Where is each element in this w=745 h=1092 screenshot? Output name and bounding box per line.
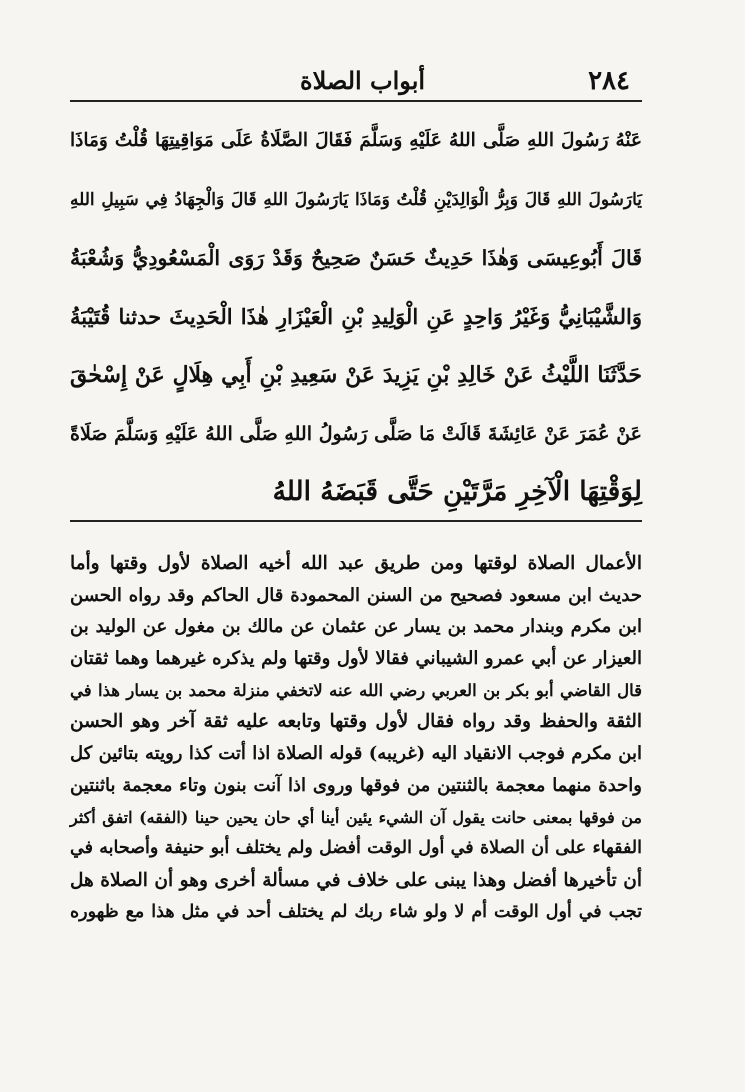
- commentary-line: قال القاضي أبو بكر بن العربي رضي الله عنه لاتخفي منزلة محمد بن يسار هذا في: [70, 680, 642, 700]
- commentary-line: من فوقها بمعنى حانت يقول آن الشيء يئين أينا أي حان يحين حينا (الفقه) اتفق أكثر: [70, 807, 642, 827]
- commentary-text: [70, 548, 642, 928]
- hadith-line: حَدَّثَنَا اللَّيْثُ عَنْ خَالِدِ بْنِ يَزِيدَ عَنْ سَعِيدِ بْنِ أَبِي هِلَالٍ عَنْ إِسْحٰقَ: [70, 362, 642, 388]
- page-number: ٢٨٤: [588, 66, 630, 96]
- hadith-line: لِوَقْتِهَا الْآخِرِ مَرَّتَيْنِ حَتَّى قَبَضَهُ اللهُ: [272, 476, 642, 507]
- commentary-line: ابن مكرم فوجب الانقياد اليه (غريبه) قوله الصلاة اذا أتت كذا رويته بتائين كل: [70, 743, 642, 765]
- commentary-line: الأعمال الصلاة لوقتها ومن طريق عبد الله أخيه الصلاة لأول وقتها وأما: [70, 553, 642, 574]
- page-header: [70, 60, 640, 100]
- commentary-line: تجب في أول الوقت أم لا ولو شاء ربك لم يختلف أحد في مثل هذا مع ظهوره: [70, 901, 642, 922]
- header-rule: [70, 100, 642, 102]
- commentary-line: الثقة والحفظ وقد رواه فقال لأول وقتها وتابعه عليه ثقة آخر وهو الحسن: [70, 711, 642, 733]
- hadith-line: عَنْهُ رَسُولَ اللهِ صَلَّى اللهُ عَلَيْهِ وَسَلَّمَ فَقَالَ الصَّلَاةُ عَلَى مَوَاقِيتِهَا قُلْتُ وَمَاذَا: [70, 130, 642, 151]
- hadith-line: قَالَ أَبُوعِيسَى وَهٰذَا حَدِيثٌ حَسَنٌ صَحِيحٌ وَقَدْ رَوَى الْمَسْعُودِيُّ وَشُعْبَةُ: [70, 246, 642, 270]
- commentary-line: أن تأخيرها أفضل وهذا يبنى على خلاف في مسألة أخرى وهو أن الصلاة هل: [70, 869, 642, 891]
- hadith-line: يَارَسُولَ اللهِ قَالَ وَبِرُّ الْوَالِدَيْنِ قُلْتُ وَمَاذَا يَارَسُولَ اللهِ قَالَ وَالْجِهَادُ فِي سَبِيلِ اللهِ: [70, 189, 642, 210]
- running-title: أبواب الصلاة: [300, 66, 426, 95]
- commentary-line: العيزار عن أبي عمرو الشيباني فقالا لأول وقتها ولم يذكره غيرهما وهما ثقتان: [70, 648, 642, 670]
- commentary-line: واحدة منهما معجمة بالثنتين من فوقها وروى اذا آنت بنون وتاء معجمة باثنتين: [70, 774, 642, 796]
- commentary-line: حديث ابن مسعود فصحيح من السنن المحمودة قال الحاكم وقد رواه الحسن: [70, 584, 642, 606]
- hadith-line: عَنْ عُمَرَ عَنْ عَائِشَةَ قَالَتْ مَا صَلَّى رَسُولُ اللهِ صَلَّى اللهُ عَلَيْهِ وَسَلَّمَ صَلَاةً: [70, 422, 642, 445]
- commentary-line: الفقهاء على أن الصلاة في أول الوقت أفضل ولم يختلف أبو حنيفة وأصحابه في: [70, 838, 642, 859]
- commentary-line: ابن مكرم وبندار محمد بن يسار عن عثمان عن مالك بن مغول عن الوليد بن: [70, 616, 642, 638]
- hadith-line: وَالشَّيْبَانِيُّ وَغَيْرُ وَاحِدٍ عَنِ الْوَلِيدِ بْنِ الْعَيْزَارِ هٰذَا الْحَدِيثَ حدثنا قُتَيْبَةُ: [70, 303, 642, 329]
- hadith-text: [70, 112, 642, 522]
- footnote-separator: [70, 520, 642, 522]
